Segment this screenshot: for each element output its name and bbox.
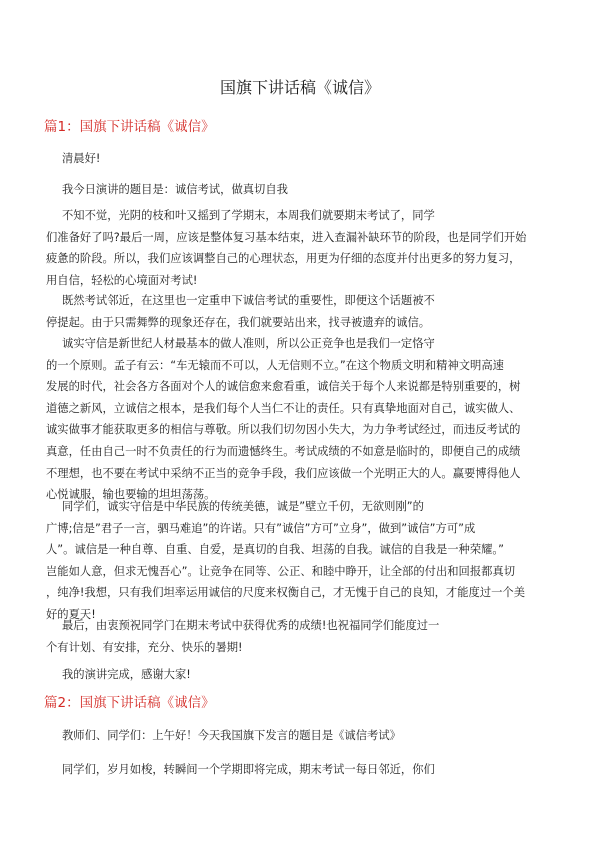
paragraph-line: 诚实守信是新世纪人材最基本的做人准则，所以公正竞争也是我们一定恪守 [62,337,435,350]
paragraph-5 [46,615,562,658]
closing-line: 我的演讲完成，感谢大家! [62,668,191,681]
paragraph-line: 个有计划、有安排，充分、快乐的暑期! [46,640,243,654]
paragraph-2 [46,290,562,333]
page-title: 国旗下讲话稿《诚信》 [219,78,380,97]
paragraph-line: 停提起。由于只需舞弊的现象还存在，我们就要站出来，找寻被遗弃的诚信。 [46,315,431,329]
paragraph-3 [46,333,562,506]
paragraph-line: 不知不觉，光阴的枝和叶又摇到了学期末，本周我们就要期末考试了，同学 [62,209,435,222]
paragraph-1 [46,205,562,291]
paragraph-line: 同学们，诚实守信是中华民族的传统美德，诚是”壁立千仞，无欲则刚”的 [62,500,424,513]
paragraph-line: 好的夏天! [46,607,96,621]
paragraph-line: 心悦诚服，输也要输的坦坦荡荡。 [46,488,216,502]
paragraph-line: 真意，任由自己一时不负责任的行为而遗憾终生。考试成绩的不如意是临时的，即便自己的成绩 [46,444,521,458]
paragraph-line: 广博;信是”君子一言，驷马难追”的许诺。只有”诚信”方可”立身”，做到”诚信”方可”成 [46,521,476,535]
paragraph-line: 诚实做事才能获取更多的相信与尊敬。所以我们切勿因小失大，为力争考试经过，而违反考试的 [46,423,521,437]
paragraph-line: 道德之新风，立诚信之根本，是我们每个人当仁不让的责任。只有真挚地面对自己，诚实做人、 [46,401,521,415]
section-2-heading: 篇2：国旗下讲话稿《诚信》 [44,695,215,711]
paragraph-line: 们准备好了吗?最后一周，应该是整体复习基本结束，进入查漏补缺环节的阶段，也是同学们开始 [46,230,527,244]
topic-line: 我今日演讲的题目是：诚信考试，做真切自我 [62,183,288,196]
paragraph-line: 最后，由衷预祝同学门在期末考试中获得优秀的成绩!也祝福同学们能度过一 [62,619,440,632]
paragraph-line: 不理想，也不要在考试中采纳不正当的竞争手段，我们应该做一个光明正大的人。赢要博得他人 [46,466,521,480]
paragraph-line: 疲惫的阶段。所以，我们应该调整自己的心理状态，用更为仔细的态度并付出更多的努力复习， [46,252,521,266]
section-2-paragraph-1: 教师们、同学们：上午好！今天我国旗下发言的题目是《诚信考试》 [62,729,401,742]
greeting-line: 清晨好! [62,152,101,165]
paragraph-line: 既然考试邻近，在这里也一定重申下诚信考试的重要性，即便这个话题被不 [62,294,435,307]
section-2-paragraph-2: 同学们，岁月如梭，转瞬间一个学期即将完成，期末考试一每日邻近，你们 [62,763,435,776]
paragraph-line: 人”。诚信是一种自尊、自重、自爱，是真切的自我、坦荡的自我。诚信的自我是一种荣耀。” [46,543,504,557]
section-1-heading: 篇1：国旗下讲话稿《诚信》 [44,119,215,135]
paragraph-line: 发展的时代，社会各方各面对个人的诚信愈来愈看重，诚信关于每个人来说都是特别重要的，树 [46,380,521,394]
paragraph-line: ，纯净!我想，只有我们坦率运用诚信的尺度来权衡自己，才无愧于自己的良知，才能度过一个美 [46,586,526,600]
paragraph-line: 的一个原则。孟子有云：“车无辕而不可以，人无信则不立。”在这个物质文明和精神文明高速 [46,358,504,372]
paragraph-line: 岂能如人意，但求无愧吾心”。让竞争在同等、公正、和睦中睁开，让全部的付出和回报都真切 [46,564,516,578]
paragraph-line: 用自信，轻松的心境面对考试! [46,273,198,287]
paragraph-4 [46,496,562,626]
